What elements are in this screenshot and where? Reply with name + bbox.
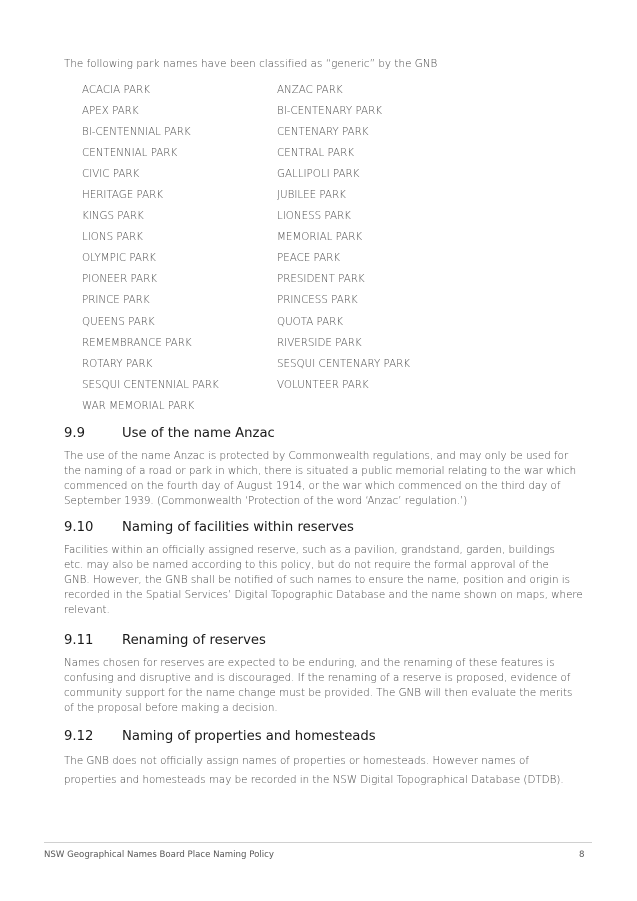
section-body xyxy=(64,656,596,716)
body-line: Names chosen for reserves are expected to be enduring, and the renaming of these features is xyxy=(64,657,555,669)
park-name: REMEMBRANCE PARK xyxy=(82,336,192,349)
park-name: CENTRAL PARK xyxy=(277,146,354,159)
body-line: relevant. xyxy=(64,604,110,616)
body-line: of the proposal before making a decision. xyxy=(64,702,278,714)
park-name: SESQUI CENTENARY PARK xyxy=(277,357,411,370)
section-9-12 xyxy=(64,727,596,790)
park-row xyxy=(82,248,482,269)
park-row xyxy=(82,395,482,416)
park-name: HERITAGE PARK xyxy=(82,189,164,202)
park-name: ANZAC PARK xyxy=(277,83,343,96)
section-heading xyxy=(64,631,596,649)
section-heading xyxy=(64,424,596,442)
body-line: The use of the name Anzac is protected by Commonwealth regulations, and may only be used for xyxy=(64,450,569,462)
section-heading xyxy=(64,518,596,536)
park-row xyxy=(82,206,482,227)
park-row xyxy=(82,332,482,353)
park-name: BI-CENTENARY PARK xyxy=(277,104,382,117)
park-name: ROTARY PARK xyxy=(82,357,153,370)
body-line: The GNB does not officially assign names of properties or homesteads. However names of xyxy=(64,755,529,767)
section-title: Renaming of reserves xyxy=(122,632,266,648)
section-body xyxy=(64,449,596,509)
page-number: 8 xyxy=(579,850,585,860)
park-name: APEX PARK xyxy=(82,104,139,117)
park-row xyxy=(82,311,482,332)
park-row xyxy=(82,121,482,142)
park-row xyxy=(82,79,482,100)
park-name: PRESIDENT PARK xyxy=(277,273,365,286)
section-body xyxy=(64,543,596,618)
park-name: VOLUNTEER PARK xyxy=(277,378,369,391)
park-name: JUBILEE PARK xyxy=(277,189,346,202)
body-line: community support for the name change must be provided. The GNB will then evaluate the merits xyxy=(64,687,573,699)
section-title: Naming of properties and homesteads xyxy=(122,728,376,744)
park-name: PIONEER PARK xyxy=(82,273,157,286)
body-line: Facilities within an officially assigned reserve, such as a pavilion, grandstand, garden, buildings xyxy=(64,544,555,556)
park-name: QUEENS PARK xyxy=(82,315,155,328)
park-row xyxy=(82,227,482,248)
generic-park-list xyxy=(82,79,482,417)
park-row xyxy=(82,142,482,163)
park-row xyxy=(82,163,482,184)
park-name: WAR MEMORIAL PARK xyxy=(82,399,195,412)
body-line: GNB. However, the GNB shall be notified of such names to ensure the name, position and origin is xyxy=(64,574,570,586)
park-row xyxy=(82,374,482,395)
park-row xyxy=(82,100,482,121)
body-line: September 1939. (Commonwealth ‘Protection of the word ‘Anzac’ regulation.’) xyxy=(64,495,468,507)
park-name: LIONS PARK xyxy=(82,231,143,244)
body-line: commenced on the fourth day of August 1914, or the war which commenced on the third day of xyxy=(64,480,561,492)
section-number: 9.12 xyxy=(64,728,94,744)
section-title: Naming of facilities within reserves xyxy=(122,519,354,535)
section-number: 9.9 xyxy=(64,425,85,441)
park-row xyxy=(82,353,482,374)
park-name: OLYMPIC PARK xyxy=(82,252,156,265)
park-row xyxy=(82,269,482,290)
park-name: SESQUI CENTENNIAL PARK xyxy=(82,378,219,391)
park-name: BI-CENTENNIAL PARK xyxy=(82,125,191,138)
park-row xyxy=(82,184,482,205)
section-9-11 xyxy=(64,631,596,716)
park-name: CENTENARY PARK xyxy=(277,125,369,138)
footer-divider xyxy=(44,842,592,843)
body-line: properties and homesteads may be recorded in the NSW Digital Topographical Database (DTDB). xyxy=(64,774,564,786)
park-name: KINGS PARK xyxy=(82,210,144,223)
park-name: RIVERSIDE PARK xyxy=(277,336,362,349)
section-body xyxy=(64,752,596,790)
body-line: etc. may also be named according to this policy, but do not require the formal approval of the xyxy=(64,559,549,571)
park-name: GALLIPOLI PARK xyxy=(277,167,360,180)
park-name: CENTENNIAL PARK xyxy=(82,146,178,159)
park-name: PEACE PARK xyxy=(277,252,341,265)
footer-title: NSW Geographical Names Board Place Naming Policy xyxy=(44,850,274,860)
section-9-10 xyxy=(64,518,596,618)
section-9-9 xyxy=(64,424,596,509)
body-line: recorded in the Spatial Services’ Digital Topographic Database and the name shown on maps, where xyxy=(64,589,583,601)
intro-text: The following park names have been classified as “generic” by the GNB xyxy=(64,58,438,70)
park-name: ACACIA PARK xyxy=(82,83,150,96)
section-number: 9.10 xyxy=(64,519,94,535)
park-row xyxy=(82,290,482,311)
park-name: CIVIC PARK xyxy=(82,167,140,180)
section-heading xyxy=(64,727,596,745)
body-line: confusing and disruptive and is discouraged. If the renaming of a reserve is proposed, evidence of xyxy=(64,672,571,684)
park-name: PRINCESS PARK xyxy=(277,294,358,307)
section-number: 9.11 xyxy=(64,632,94,648)
park-name: LIONESS PARK xyxy=(277,210,351,223)
park-name: PRINCE PARK xyxy=(82,294,150,307)
section-title: Use of the name Anzac xyxy=(122,425,275,441)
park-name: MEMORIAL PARK xyxy=(277,231,363,244)
park-name: QUOTA PARK xyxy=(277,315,344,328)
body-line: the naming of a road or park in which, there is situated a public memorial relating to the war which xyxy=(64,465,577,477)
